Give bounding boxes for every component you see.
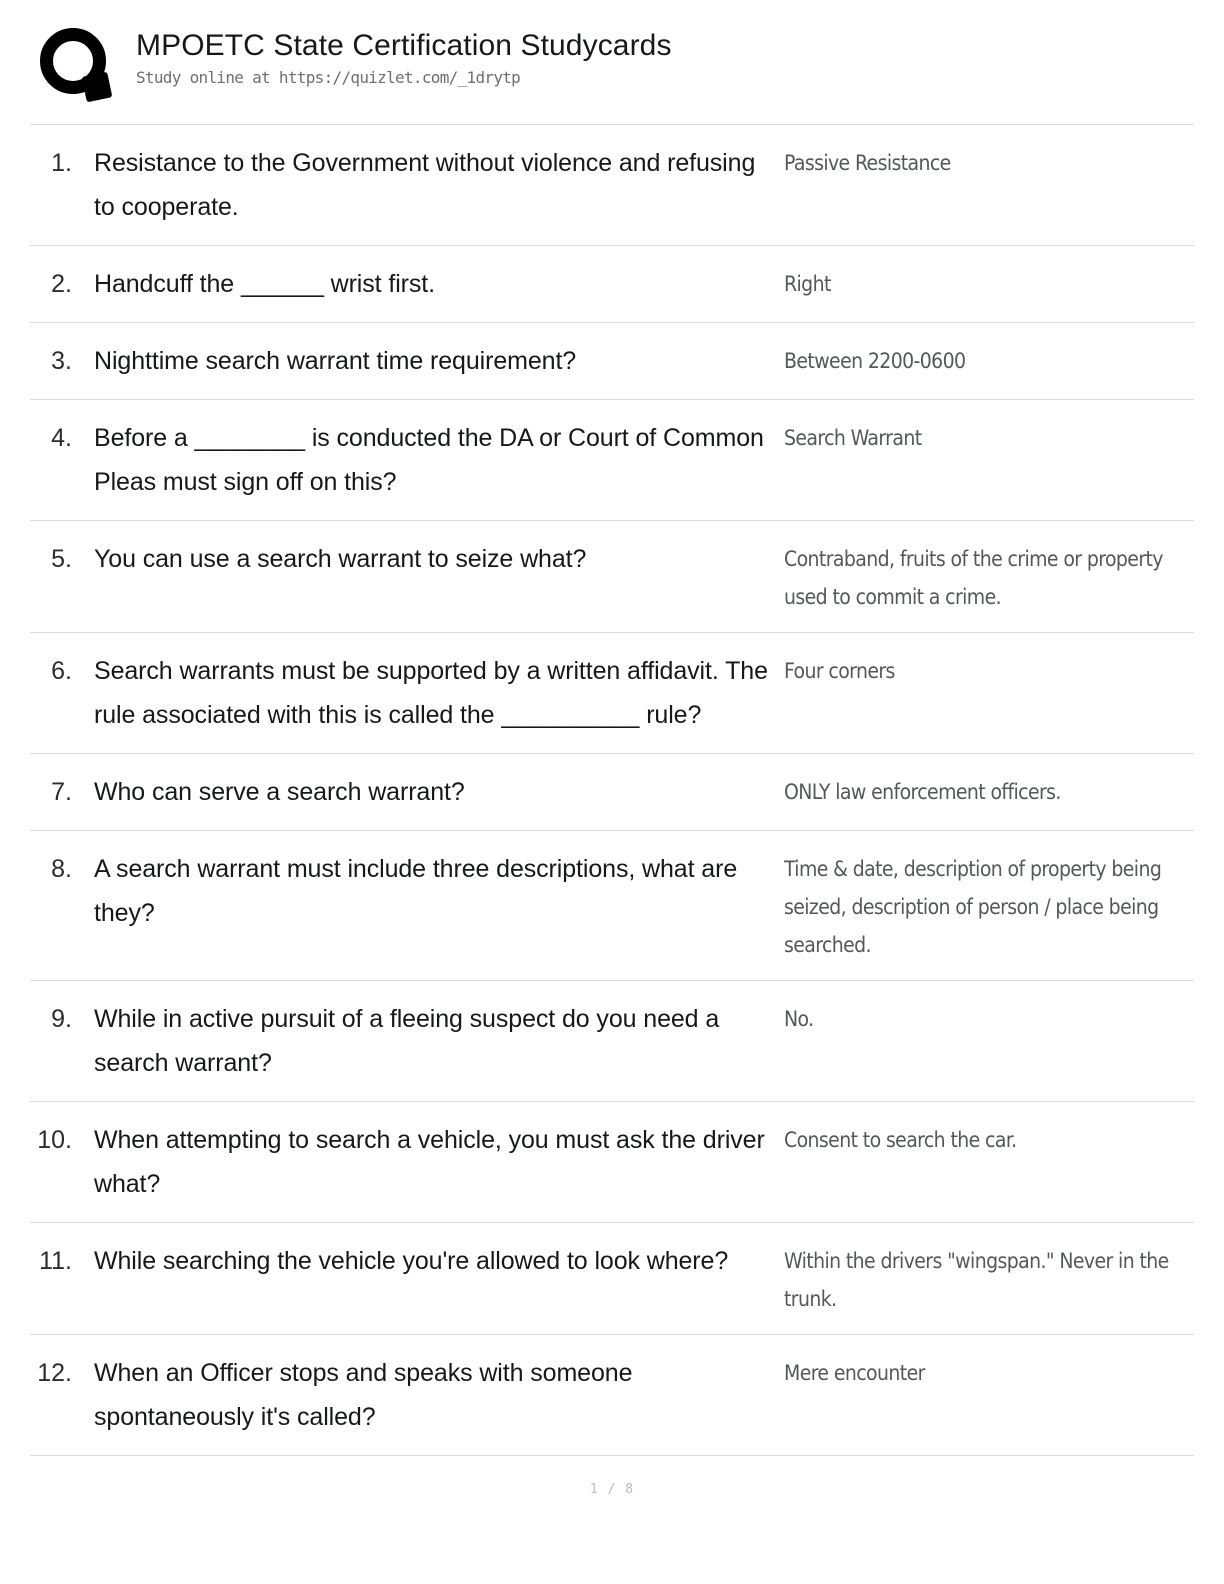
card-definition: Within the drivers "wingspan." Never in the trunk. [784,1249,1169,1311]
study-link-note: Study online at https://quizlet.com/_1drytp [136,68,521,87]
card-definition: Four corners [784,659,895,683]
studycard-row [30,753,1194,830]
card-number: 8. [51,855,72,883]
card-definition: Between 2200-0600 [784,349,966,373]
card-definition: Consent to search the car. [784,1128,1017,1152]
studycard-row [30,399,1194,520]
studycard-row [30,520,1194,632]
card-definition: No. [784,1007,814,1031]
card-term: When attempting to search a vehicle, you must ask the driver what? [94,1126,765,1198]
header-text-block [118,22,672,88]
card-term: When an Officer stops and speaks with someone spontaneously it's called? [94,1359,633,1431]
studycard-row [30,124,1194,245]
card-term: A search warrant must include three descriptions, what are they? [94,855,738,927]
card-definition: Mere encounter [784,1361,925,1385]
studycard-row [30,1334,1194,1455]
studycards-list [30,124,1194,1455]
studycard-row [30,632,1194,753]
page-title: MPOETC State Certification Studycards [136,29,672,62]
card-term: You can use a search warrant to seize what? [94,545,587,573]
card-number: 11. [39,1247,72,1275]
studycard-row [30,1101,1194,1222]
card-term: While in active pursuit of a fleeing suspect do you need a search warrant? [94,1005,720,1077]
card-number: 3. [51,347,72,375]
card-definition: Contraband, fruits of the crime or property used to commit a crime. [784,547,1163,609]
studycard-row [30,245,1194,322]
card-number: 7. [51,778,72,806]
card-number: 12. [37,1359,72,1387]
card-definition: Right [784,272,831,296]
studycard-row [30,980,1194,1101]
document-header [30,22,1194,114]
card-number: 2. [51,270,72,298]
card-definition: Search Warrant [784,426,922,450]
card-term: While searching the vehicle you're allowed to look where? [94,1247,729,1275]
card-term: Resistance to the Government without violence and refusing to cooperate. [94,149,756,221]
card-definition: Passive Resistance [784,151,951,175]
card-term: Before a ________ is conducted the DA or Court of Common Pleas must sign off on this? [94,424,764,496]
card-term: Handcuff the ______ wrist first. [94,270,435,298]
card-number: 4. [51,424,72,452]
card-number: 6. [51,657,72,685]
studycard-row [30,830,1194,980]
logo-tail [82,72,113,103]
studycard-row [30,322,1194,399]
card-number: 9. [51,1005,72,1033]
page-number: 1 / 8 [589,1482,635,1497]
card-number: 10. [37,1126,72,1154]
card-term: Nighttime search warrant time requirement? [94,347,577,375]
card-number: 1. [51,149,72,177]
studycard-row [30,1222,1194,1334]
quizlet-q-logo-icon [36,24,118,106]
card-term: Search warrants must be supported by a written affidavit. The rule associated with this is called the __________ rule? [94,657,768,729]
card-number: 5. [51,545,72,573]
card-term: Who can serve a search warrant? [94,778,465,806]
card-definition: Time & date, description of property being seized, description of person / place being searched. [784,857,1162,957]
card-definition: ONLY law enforcement officers. [784,780,1061,804]
